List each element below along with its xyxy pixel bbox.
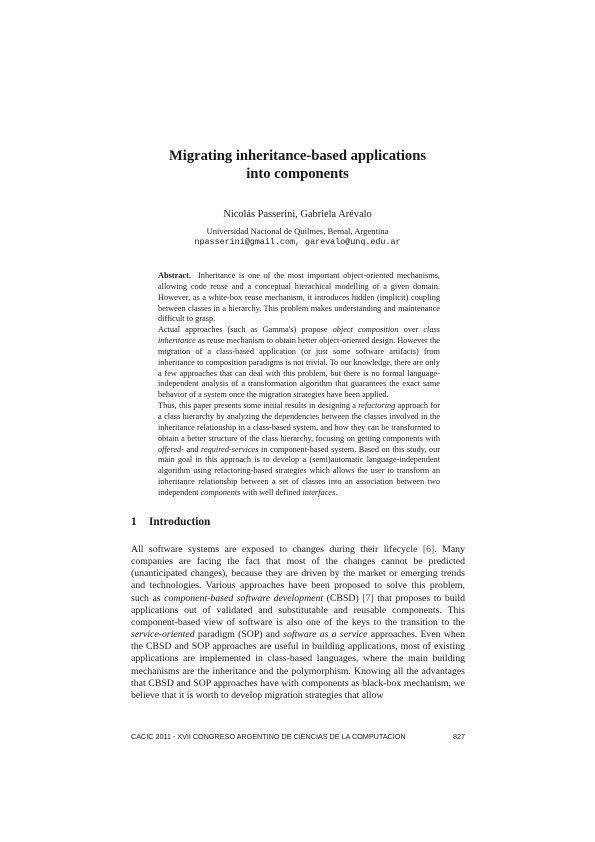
introduction-body	[131, 544, 465, 702]
abstract-paragraph-1	[158, 271, 440, 325]
authors: Nicolás Passerini, Gabriela Arévalo	[223, 209, 372, 220]
body-text: that proposes to build applications out of validated and substitutable and reusable components. This component-based view of software is also one of the keys to the transition to the	[131, 592, 465, 628]
introduction-paragraph	[131, 544, 465, 702]
abstract	[158, 271, 440, 499]
abstract-text: over	[398, 325, 424, 335]
section-heading	[131, 516, 210, 528]
affiliation: Universidad Nacional de Quilmes, Bernal, Argentina	[206, 226, 389, 236]
page-footer	[131, 732, 465, 741]
affiliation-block	[0, 226, 595, 248]
abstract-text: .	[335, 487, 338, 497]
body-emphasis: component-based software development	[164, 592, 324, 604]
abstract-label: Abstract.	[158, 271, 191, 280]
abstract-text: Thus, this paper presents some initial results in designing a	[158, 401, 359, 411]
citation-link[interactable]: [6]	[422, 544, 435, 555]
abstract-emphasis: interfaces	[302, 487, 336, 497]
body-text: . Many companies are facing the fact that most of the changes cannot be predicted (unanticipated changes), because they are driven by the market or emerging trends and technologies. Various approaches have been proposed to solve this problem, such as	[131, 544, 465, 604]
body-text: All software systems are exposed to changes during their lifecycle	[131, 544, 423, 555]
abstract-emphasis: offered-	[158, 444, 184, 454]
title-line-2: into components	[246, 166, 349, 182]
abstract-text: and	[183, 444, 202, 454]
abstract-emphasis: components	[200, 487, 241, 497]
citation-link[interactable]: [7]	[362, 592, 374, 604]
paper-title	[0, 147, 595, 183]
abstract-text: approach for a class hierarchy by analyzing the dependencies between the classes involved in the inheritance relationship in a class-based system, and how they can be transformed to obtain a better structure of the class hierarchy, focusing on getting components with	[158, 401, 440, 443]
section-number: 1	[131, 516, 137, 528]
abstract-emphasis: class inheritance	[158, 325, 440, 346]
abstract-emphasis: required-services	[201, 444, 259, 454]
abstract-text: in component-based system. Based on this study, our main goal in this approach is to develop a (semi)automatic language-independent algorithm using refactoring-based strategies which allows the user to transform an inheritance relationship between a set of classes into an association between two independent	[158, 444, 440, 497]
title-line-1: Migrating inheritance-based applications	[168, 148, 426, 164]
page-number: 827	[452, 732, 465, 741]
body-emphasis: service-oriented	[131, 629, 195, 641]
body-text: paradigm (SOP) and	[194, 629, 284, 641]
abstract-paragraph-2	[158, 325, 440, 401]
abstract-text: as reuse mechanism to obtain better object-oriented design. However the migration of a class-based application (or just some software artifacts) from inheritance to composition paradigms is not trivial. To our knowledge, there are only a few approaches that can deal with this problem, but there is no formal language-independent analysis of a transformation algorithm that guarantees the exact same behavior of a system once the migration strategies have been applied.	[158, 336, 440, 400]
abstract-text: Inheritance is one of the most important object-oriented mechanisms, allowing code reuse and a conceptual hierachical modelling of a given domain. However, as a white-box reuse mechanism, it introduces hidden (implicit) coupling between classes in a hierarchy. This problem makes understanding and maintenance difficult to grasp.	[158, 271, 440, 324]
body-text: (CBSD)	[323, 592, 363, 604]
section-title: Introduction	[149, 516, 211, 528]
footer-conference: CACIC 2011 - XVII CONGRESO ARGENTINO DE CIENCIAS DE LA COMPUTACION	[131, 732, 406, 741]
author-emails: npasserini@gmail.com, garevalo@unq.edu.ar	[194, 237, 401, 247]
body-emphasis: software as a service	[283, 629, 368, 641]
abstract-text: Actual approaches (such as Gamma's) propose	[158, 325, 333, 335]
abstract-paragraph-3	[158, 401, 440, 499]
body-text: approaches. Even when the CBSD and SOP approaches are useful in building applications, most of existing applications are implemented in class-based languages, where the main building mechanisms are the inheritance and the polymorphism. Knowing all the advantages that CBSD and SOP approaches have with components as black-box mechanism, we believe that it is worth to develop migration strategies that allow	[131, 629, 466, 701]
abstract-emphasis: object composition	[332, 325, 399, 335]
abstract-text: with well defined	[240, 487, 303, 497]
abstract-emphasis: refactoring	[358, 401, 396, 411]
